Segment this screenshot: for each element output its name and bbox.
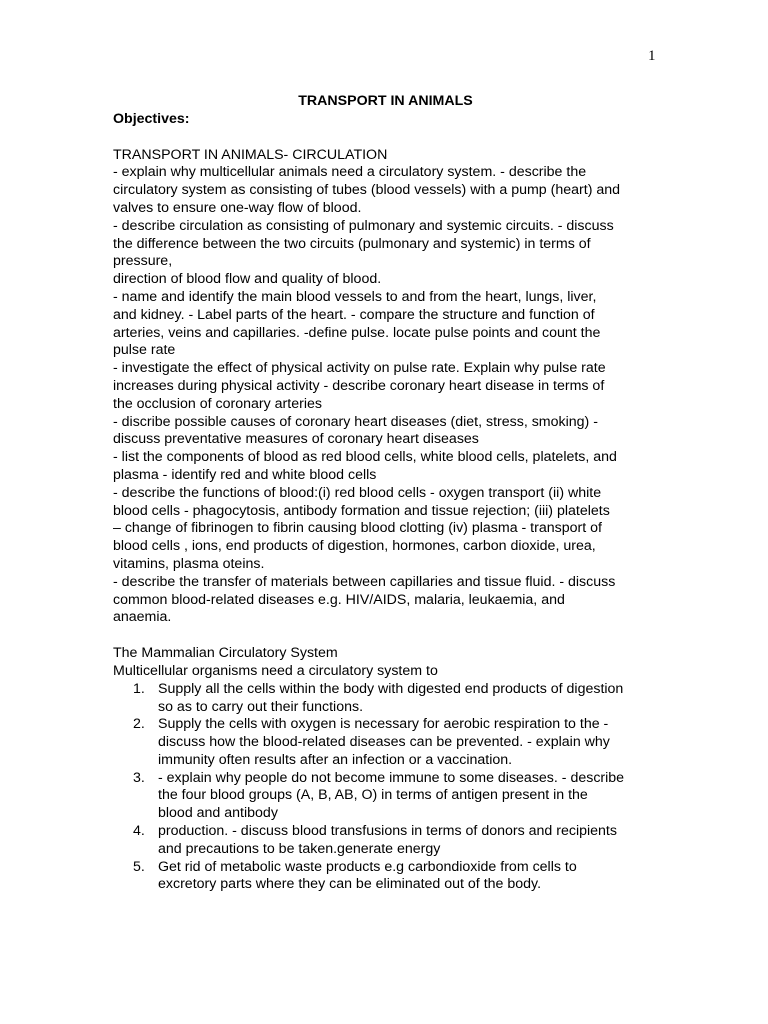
list-item-line: - explain why people do not become immune to some diseases. - describe [158,769,625,786]
list-item-number: 4. [133,823,145,840]
section-heading: TRANSPORT IN ANIMALS- CIRCULATION [113,146,388,163]
list-item-line: the four blood groups (A, B, AB, O) in terms of antigen present in the [158,787,588,804]
objective-line: discuss preventative measures of coronary heart diseases [113,431,479,448]
list-item-line: blood and antibody [158,805,278,822]
list-item-number: 3. [133,769,145,786]
objective-line: plasma - identify red and white blood cells [113,466,377,483]
objective-line: vitamins, plasma oteins. [113,555,265,572]
list-item [113,859,658,895]
list-item-line: and precautions to be taken.generate energy [158,840,441,857]
list-item-line: so as to carry out their functions. [158,698,364,715]
list-item-number: 2. [133,716,145,733]
objective-line: - describe the functions of blood:(i) red blood cells - oxygen transport (ii) white [113,484,602,501]
list-item-line: excretory parts where they can be eliminated out of the body. [158,876,542,893]
functions-list [113,681,658,895]
objective-line: - discribe possible causes of coronary heart diseases (diet, stress, smoking) - [113,413,598,430]
objective-line: pressure, [113,253,173,270]
objective-line: - describe circulation as consisting of pulmonary and systemic circuits. - discuss [113,217,614,234]
objective-line: arteries, veins and capillaries. -define pulse. locate pulse points and count the [113,324,601,341]
objective-line: - investigate the effect of physical activity on pulse rate. Explain why pulse rate [113,360,606,377]
objective-line: anaemia. [113,609,172,626]
list-item [113,681,658,717]
objective-line: - describe the transfer of materials between capillaries and tissue fluid. - discuss [113,573,616,590]
list-item-number: 1. [133,680,145,697]
list-item-line: Get rid of metabolic waste products e.g carbondioxide from cells to [158,858,577,875]
list-item-line: production. - discuss blood transfusions in terms of donors and recipients [158,823,617,840]
list-item-line: immunity often results after an infection or a vaccination. [158,751,513,768]
objective-line: common blood-related diseases e.g. HIV/AIDS, malaria, leukaemia, and [113,591,565,608]
objective-line: pulse rate [113,342,176,359]
objective-line: - explain why multicellular animals need a circulatory system. - describe the [113,164,587,181]
objective-line: circulatory system as consisting of tubes (blood vessels) with a pump (heart) and [113,182,621,199]
document-body [113,93,658,894]
objective-line: - name and identify the main blood vessels to and from the heart, lungs, liver, [113,288,597,305]
objective-line: increases during physical activity - describe coronary heart disease in terms of [113,377,605,394]
list-item-line: Supply all the cells within the body with digested end products of digestion [158,680,624,697]
objectives-label: Objectives: [113,110,190,127]
circulatory-heading: The Mammalian Circulatory System [113,645,338,662]
objective-line: valves to ensure one-way flow of blood. [113,199,362,216]
document-title: TRANSPORT IN ANIMALS [298,93,473,109]
list-item [113,770,658,823]
objective-line: blood cells , ions, end products of digestion, hormones, carbon dioxide, urea, [113,538,596,555]
objective-line: and kidney. - Label parts of the heart. - compare the structure and function of [113,306,595,323]
objective-line: the occlusion of coronary arteries [113,395,322,412]
objective-line: - list the components of blood as red blood cells, white blood cells, platelets, and [113,449,617,466]
list-item-number: 5. [133,858,145,875]
objective-line: the difference between the two circuits (pulmonary and systemic) in terms of [113,235,591,252]
page-number: 1 [648,48,656,64]
objective-line: blood cells - phagocytosis, antibody formation and tissue rejection; (iii) platelets [113,502,610,519]
list-item-line: Supply the cells with oxygen is necessary for aerobic respiration to the - [158,716,609,733]
list-item [113,823,658,859]
objective-line: – change of fibrinogen to fibrin causing blood clotting (iv) plasma - transport of [113,520,602,537]
list-item [113,716,658,769]
circulatory-intro: Multicellular organisms need a circulatory system to [113,662,438,679]
objectives-list [113,164,658,627]
list-item-line: discuss how the blood-related diseases can be prevented. - explain why [158,734,610,751]
objective-line: direction of blood flow and quality of blood. [113,271,382,288]
